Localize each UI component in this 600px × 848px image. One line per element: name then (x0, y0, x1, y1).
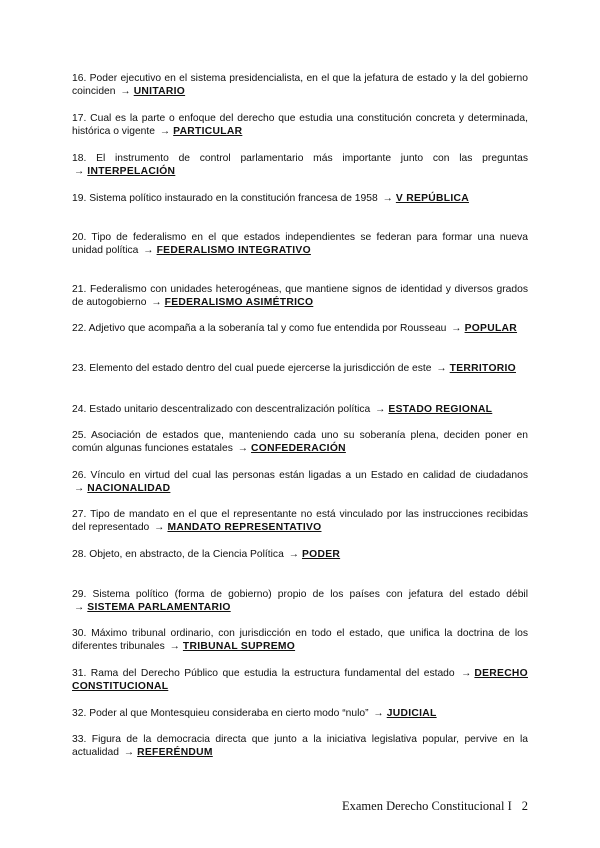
answer: TRIBUNAL SUPREMO (182, 641, 296, 653)
question-21 (72, 283, 528, 309)
answer: CONFEDERACIÓN (251, 443, 346, 455)
question-number: 30. (72, 628, 87, 639)
question-number: 32. (72, 708, 87, 719)
question-number: 18. (72, 153, 87, 164)
question-23 (72, 362, 528, 375)
footer-title: Examen Derecho Constitucional I (342, 799, 512, 813)
question-22 (72, 322, 528, 335)
arrow-icon: → (373, 708, 384, 719)
arrow-icon: → (74, 166, 85, 178)
page-footer (342, 799, 528, 814)
question-32 (72, 707, 528, 720)
question-29 (72, 588, 528, 614)
arrow-icon: → (169, 641, 180, 653)
arrow-icon: → (382, 193, 393, 204)
arrow-icon: → (159, 126, 171, 138)
arrow-icon: → (288, 549, 299, 560)
question-28 (72, 548, 528, 561)
question-number: 25. (72, 430, 87, 441)
question-text: Estado unitario descentralizado con descentralización política (89, 404, 371, 415)
question-number: 27. (72, 509, 87, 520)
question-33 (72, 733, 528, 759)
answer: JUDICIAL (386, 708, 437, 719)
page-number: 2 (521, 799, 528, 813)
question-number: 19. (72, 193, 87, 204)
answer: SISTEMA PARLAMENTARIO (87, 602, 231, 614)
arrow-icon: → (237, 443, 249, 455)
question-27 (72, 508, 528, 534)
question-number: 16. (72, 73, 87, 84)
answer: DERECHO CONSTITUCIONAL (72, 668, 528, 693)
question-text: Cual es la parte o enfoque del derecho que estudia una constitución concreta y determinada, histórica o vigente (72, 113, 528, 138)
question-number: 22. (72, 323, 87, 334)
question-number: 31. (72, 668, 87, 679)
question-number: 24. (72, 404, 87, 415)
question-text: Vínculo en virtud del cual las personas están ligadas a un Estado en calidad de ciudadanos (90, 470, 528, 481)
question-number: 33. (72, 734, 87, 745)
answer: POPULAR (464, 323, 518, 334)
arrow-icon: → (123, 747, 135, 759)
answer: ESTADO REGIONAL (388, 404, 493, 415)
question-text: El instrumento de control parlamentario más importante junto con las preguntas (96, 153, 528, 164)
arrow-icon: → (154, 522, 165, 534)
arrow-icon: → (143, 245, 154, 257)
question-text: Tipo de mandato en el que el representante no está vinculado por las instrucciones recibidas del representado (72, 509, 528, 534)
arrow-icon: → (375, 404, 386, 415)
question-text: Tipo de federalismo en el que estados independientes se federan para formar una nueva unidad política (72, 232, 528, 257)
question-number: 29. (72, 589, 87, 600)
question-text: Objeto, en abstracto, de la Ciencia Política (89, 549, 284, 560)
question-text: Poder ejecutivo en el sistema presidencialista, en el que la jefatura de estado y la del gobierno coinciden (72, 73, 528, 98)
question-text: Asociación de estados que, manteniendo cada uno su soberanía plena, deciden poner en común algunas funciones estatales (72, 430, 528, 455)
answer: UNITARIO (133, 86, 186, 98)
question-31 (72, 667, 528, 693)
question-25 (72, 429, 528, 455)
arrow-icon: → (120, 86, 131, 98)
arrow-icon: → (451, 323, 462, 334)
question-text: Poder al que Montesquieu consideraba en cierto modo “nulo” (89, 708, 369, 719)
arrow-icon: → (151, 297, 162, 309)
answer: NACIONALIDAD (87, 483, 171, 495)
question-text: Federalismo con unidades heterogéneas, que mantiene signos de identidad y diversos grados de autogobierno (72, 284, 528, 309)
question-number: 17. (72, 113, 87, 124)
arrow-icon: → (74, 602, 85, 614)
answer: INTERPELACIÓN (87, 166, 176, 178)
question-text: Adjetivo que acompaña a la soberanía tal y como fue entendida por Rousseau (88, 323, 447, 334)
question-text: Elemento del estado dentro del cual puede ejercerse la jurisdicción de este (89, 363, 432, 374)
question-number: 26. (72, 470, 87, 481)
question-16 (72, 72, 528, 98)
question-number: 20. (72, 232, 87, 243)
answer: FEDERALISMO INTEGRATIVO (156, 245, 311, 257)
question-text: Sistema político (forma de gobierno) propio de los países con jefatura del estado débil (92, 589, 528, 600)
answer: V REPÚBLICA (395, 193, 469, 204)
question-19 (72, 192, 528, 205)
question-text: Figura de la democracia directa que junto a la iniciativa legislativa popular, pervive en la actualidad (72, 734, 528, 759)
answer: TERRITORIO (449, 363, 516, 374)
answer: MANDATO REPRESENTATIVO (167, 522, 322, 534)
question-number: 23. (72, 363, 87, 374)
answer: FEDERALISMO ASIMÉTRICO (164, 297, 314, 309)
question-20 (72, 231, 528, 257)
answer: PARTICULAR (173, 126, 243, 138)
question-number: 21. (72, 284, 87, 295)
question-24 (72, 403, 528, 416)
question-text: Sistema político instaurado en la constitución francesa de 1958 (89, 193, 378, 204)
question-text: Máximo tribunal ordinario, con jurisdicción en todo el estado, que unifica la doctrina de los diferentes tribunales (72, 628, 528, 653)
question-number: 28. (72, 549, 87, 560)
answer: PODER (301, 549, 341, 560)
question-18 (72, 152, 528, 178)
arrow-icon: → (436, 363, 447, 374)
arrow-icon: → (461, 668, 472, 679)
question-text: Rama del Derecho Público que estudia la estructura fundamental del estado (90, 668, 455, 679)
arrow-icon: → (74, 483, 85, 495)
question-30 (72, 627, 528, 653)
question-26 (72, 469, 528, 495)
answer: REFERÉNDUM (137, 747, 213, 759)
question-17 (72, 112, 528, 138)
